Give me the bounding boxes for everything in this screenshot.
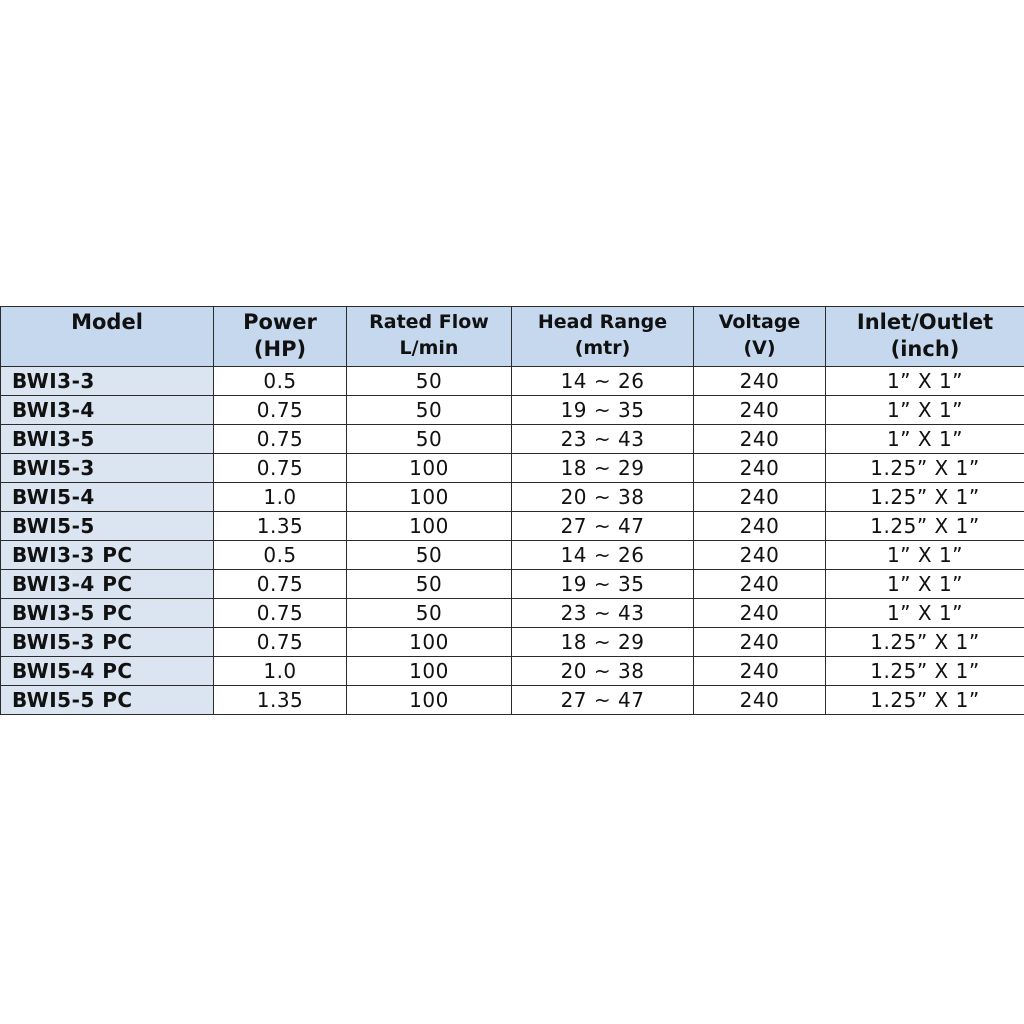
cell-model: BWI3-4 PC [1,570,214,599]
cell-power: 0.5 [214,541,347,570]
cell-head-range: 18 ~ 29 [512,628,694,657]
cell-power: 0.5 [214,367,347,396]
cell-model: BWI5-5 [1,512,214,541]
cell-head-range: 20 ~ 38 [512,483,694,512]
cell-voltage: 240 [694,599,826,628]
cell-inlet-outlet: 1” X 1” [826,570,1024,599]
cell-model: BWI3-3 [1,367,214,396]
cell-power: 1.0 [214,657,347,686]
cell-power: 1.0 [214,483,347,512]
cell-power: 0.75 [214,396,347,425]
cell-voltage: 240 [694,628,826,657]
cell-head-range: 27 ~ 47 [512,512,694,541]
header-voltage-line2: (V) [743,337,776,359]
table-row [1,396,1024,425]
table-body [1,367,1024,715]
cell-inlet-outlet: 1.25” X 1” [826,628,1024,657]
header-flow-line1: Rated Flow [369,311,489,333]
header-model [1,307,214,367]
header-voltage-line1: Voltage [718,311,801,333]
table-row [1,367,1024,396]
cell-model: BWI3-3 PC [1,541,214,570]
cell-model: BWI5-3 [1,454,214,483]
table-row [1,570,1024,599]
cell-power: 1.35 [214,686,347,715]
table-row [1,686,1024,715]
cell-voltage: 240 [694,396,826,425]
header-flow-line2: L/min [399,337,459,359]
cell-flow: 100 [347,628,512,657]
cell-inlet-outlet: 1” X 1” [826,367,1024,396]
cell-inlet-outlet: 1.25” X 1” [826,454,1024,483]
cell-model: BWI5-4 PC [1,657,214,686]
table-row [1,657,1024,686]
table-row [1,541,1024,570]
cell-voltage: 240 [694,512,826,541]
cell-inlet-outlet: 1” X 1” [826,425,1024,454]
header-row [1,307,1024,367]
cell-model: BWI3-5 PC [1,599,214,628]
header-head-line2: (mtr) [574,337,631,359]
header-voltage [694,307,826,367]
cell-flow: 50 [347,541,512,570]
cell-power: 0.75 [214,425,347,454]
table-row [1,425,1024,454]
table-row [1,483,1024,512]
cell-flow: 100 [347,483,512,512]
cell-inlet-outlet: 1.25” X 1” [826,657,1024,686]
cell-power: 0.75 [214,628,347,657]
table-row [1,599,1024,628]
pump-spec-table [0,306,1024,715]
cell-voltage: 240 [694,367,826,396]
header-power [214,307,347,367]
cell-model: BWI3-4 [1,396,214,425]
cell-flow: 50 [347,396,512,425]
cell-flow: 50 [347,599,512,628]
cell-flow: 100 [347,686,512,715]
cell-head-range: 27 ~ 47 [512,686,694,715]
cell-flow: 50 [347,570,512,599]
cell-power: 0.75 [214,599,347,628]
cell-inlet-outlet: 1.25” X 1” [826,483,1024,512]
cell-head-range: 19 ~ 35 [512,570,694,599]
cell-voltage: 240 [694,483,826,512]
cell-power: 0.75 [214,570,347,599]
cell-power: 1.35 [214,512,347,541]
cell-flow: 100 [347,512,512,541]
cell-head-range: 18 ~ 29 [512,454,694,483]
table-row [1,628,1024,657]
header-power-line1: Power [243,310,317,334]
table-row [1,454,1024,483]
cell-inlet-outlet: 1” X 1” [826,541,1024,570]
cell-inlet-outlet: 1.25” X 1” [826,512,1024,541]
header-inlet-line1: Inlet/Outlet [856,310,994,334]
cell-voltage: 240 [694,454,826,483]
cell-flow: 50 [347,367,512,396]
table-header [1,307,1024,367]
cell-voltage: 240 [694,541,826,570]
cell-flow: 100 [347,454,512,483]
table-row [1,512,1024,541]
cell-model: BWI5-3 PC [1,628,214,657]
cell-head-range: 14 ~ 26 [512,367,694,396]
cell-head-range: 23 ~ 43 [512,425,694,454]
cell-head-range: 14 ~ 26 [512,541,694,570]
cell-power: 0.75 [214,454,347,483]
cell-inlet-outlet: 1.25” X 1” [826,686,1024,715]
cell-model: BWI5-4 [1,483,214,512]
cell-flow: 50 [347,425,512,454]
header-power-line2: (HP) [253,337,307,361]
cell-voltage: 240 [694,657,826,686]
cell-inlet-outlet: 1” X 1” [826,396,1024,425]
header-model-line1: Model [71,310,143,334]
cell-model: BWI3-5 [1,425,214,454]
cell-voltage: 240 [694,686,826,715]
header-head-range [512,307,694,367]
header-inlet-outlet [826,307,1024,367]
header-head-line1: Head Range [537,311,668,333]
cell-model: BWI5-5 PC [1,686,214,715]
cell-head-range: 19 ~ 35 [512,396,694,425]
cell-inlet-outlet: 1” X 1” [826,599,1024,628]
cell-voltage: 240 [694,570,826,599]
cell-flow: 100 [347,657,512,686]
cell-voltage: 240 [694,425,826,454]
cell-head-range: 20 ~ 38 [512,657,694,686]
header-inlet-line2: (inch) [890,337,960,361]
header-rated-flow [347,307,512,367]
cell-head-range: 23 ~ 43 [512,599,694,628]
